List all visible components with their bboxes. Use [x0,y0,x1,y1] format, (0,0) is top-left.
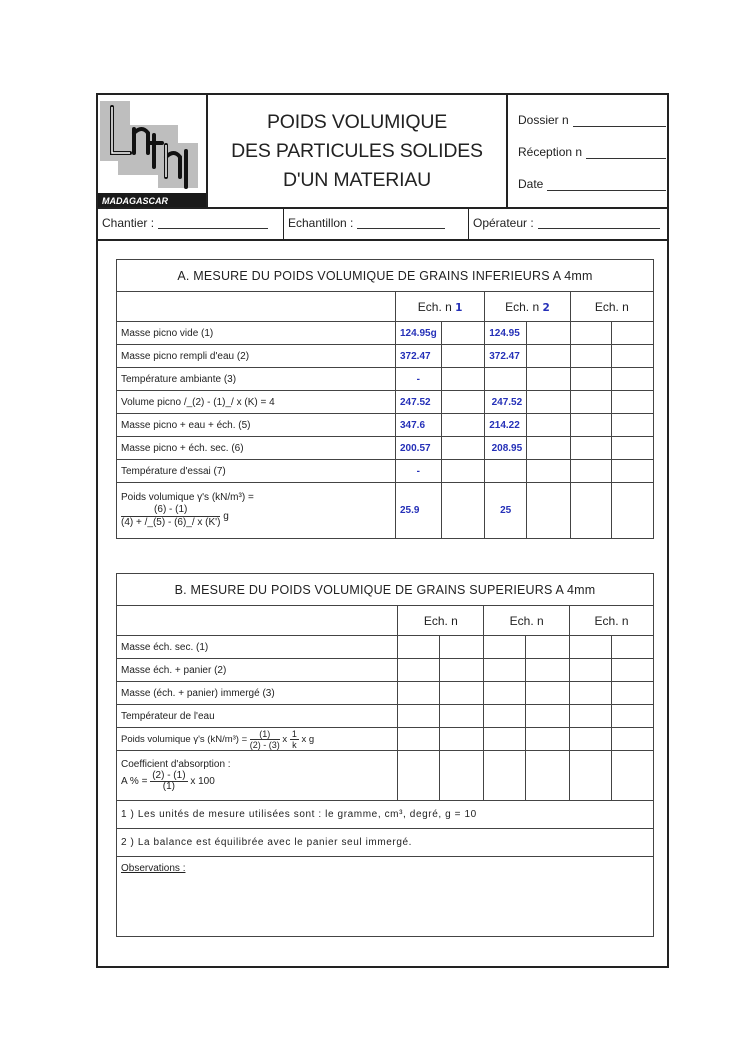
table-row: Masse picno + éch. sec. (6) 200.57 208.95 [117,437,654,460]
observations-box[interactable] [117,857,654,937]
form-header [98,95,667,209]
title-line-2: DES PARTICULES SOLIDES [231,139,483,162]
form-title [208,95,508,207]
operateur-field[interactable] [469,207,667,239]
reception-field[interactable] [518,145,666,159]
value-cell[interactable]: 247.52 [396,391,442,414]
table-row: Température ambiante (3) - [117,368,654,391]
date-field[interactable] [518,177,666,191]
col-ech-2: Ech. n 2 [485,292,570,322]
value-cell[interactable] [485,368,527,391]
chantier-field[interactable] [98,207,283,239]
observations-label: Observations : [121,863,186,874]
lnthp-logo [98,95,208,207]
table-row: Poids volumique γ's (kN/m³) = $\frac{(6) - (1)}{(4) + /\_(5) - (6)\_/ x (K')}$ g 25.9 25 [117,483,654,539]
note-2: 2 ) La balance est équilibrée avec le panier seul immergé. [117,829,654,857]
table-row: Masse picno + eau + éch. (5) 347.6 214.22 [117,414,654,437]
section-a-title: A. MESURE DU POIDS VOLUMIQUE DE GRAINS INFERIEURS A 4mm [117,260,654,292]
reception-label: Réception n [518,145,583,159]
value-cell[interactable]: 25.9 [396,483,442,539]
table-row: Masse (éch. + panier) immergé (3) [117,682,654,705]
col-ech-1: Ech. n 1 [396,292,485,322]
date-label: Date [518,177,544,191]
value-cell[interactable]: 347.6 [396,414,442,437]
value-cell[interactable]: 208.95 [485,437,527,460]
table-row: Poids volumique γ's (kN/m³) = $\frac{(1)}{(2) - (3)}$ x $\frac{1}{k}$ x g [117,728,654,751]
title-line-1: POIDS VOLUMIQUE [266,110,448,133]
table-row: Masse éch. sec. (1) [117,636,654,659]
col-ech-3: Ech. n [570,606,654,636]
table-row: Coefficient d'absorption : A % = $\frac{(2) - (1)}{(1)}$ x 100 [117,751,654,801]
table-row: Température d'essai (7) - [117,460,654,483]
dossier-field[interactable] [518,113,666,127]
value-cell[interactable]: - [396,460,442,483]
value-cell[interactable]: 200.57 [396,437,442,460]
file-meta [508,95,667,207]
dossier-label: Dossier n [518,113,569,127]
value-cell[interactable]: 372.47 [396,345,442,368]
value-cell[interactable]: - [396,368,442,391]
value-cell[interactable]: 247.52 [485,391,527,414]
table-row: Volume picno /_(2) - (1)_/ x (K) = 4 247.52 247.52 [117,391,654,414]
logo-graphic [98,95,206,207]
info-line [98,207,667,241]
col-ech-2: Ech. n [484,606,570,636]
operateur-label: Opérateur : [473,216,534,230]
echantillon-label: Echantillon : [288,216,354,230]
section-a-table [116,259,654,539]
value-cell[interactable]: 372.47 [485,345,527,368]
value-cell[interactable]: 214.22 [485,414,527,437]
table-row: Masse picno rempli d'eau (2) 372.47 372.47 [117,345,654,368]
table-row: Températeur de l'eau [117,705,654,728]
table-row: Masse picno vide (1) 124.95g 124.95 [117,322,654,345]
chantier-label: Chantier : [102,216,155,230]
section-b-title: B. MESURE DU POIDS VOLUMIQUE DE GRAINS SUPERIEURS A 4mm [117,574,654,606]
form-sheet [96,93,669,968]
value-cell[interactable]: 124.95g [396,322,442,345]
note-1: 1 ) Les unités de mesure utilisées sont : le gramme, cm³, degré, g = 10 [117,801,654,829]
col-ech-3: Ech. n [570,292,653,322]
table-row: Masse éch. + panier (2) [117,659,654,682]
value-cell[interactable]: 124.95 [485,322,527,345]
echantillon-field[interactable] [284,207,468,239]
col-ech-1: Ech. n [398,606,484,636]
logo-caption: MADAGASCAR [102,196,168,206]
value-cell[interactable]: 25 [485,483,527,539]
section-b-table [116,573,654,937]
value-cell[interactable] [485,460,527,483]
title-line-3: D'UN MATERIAU [282,168,432,191]
